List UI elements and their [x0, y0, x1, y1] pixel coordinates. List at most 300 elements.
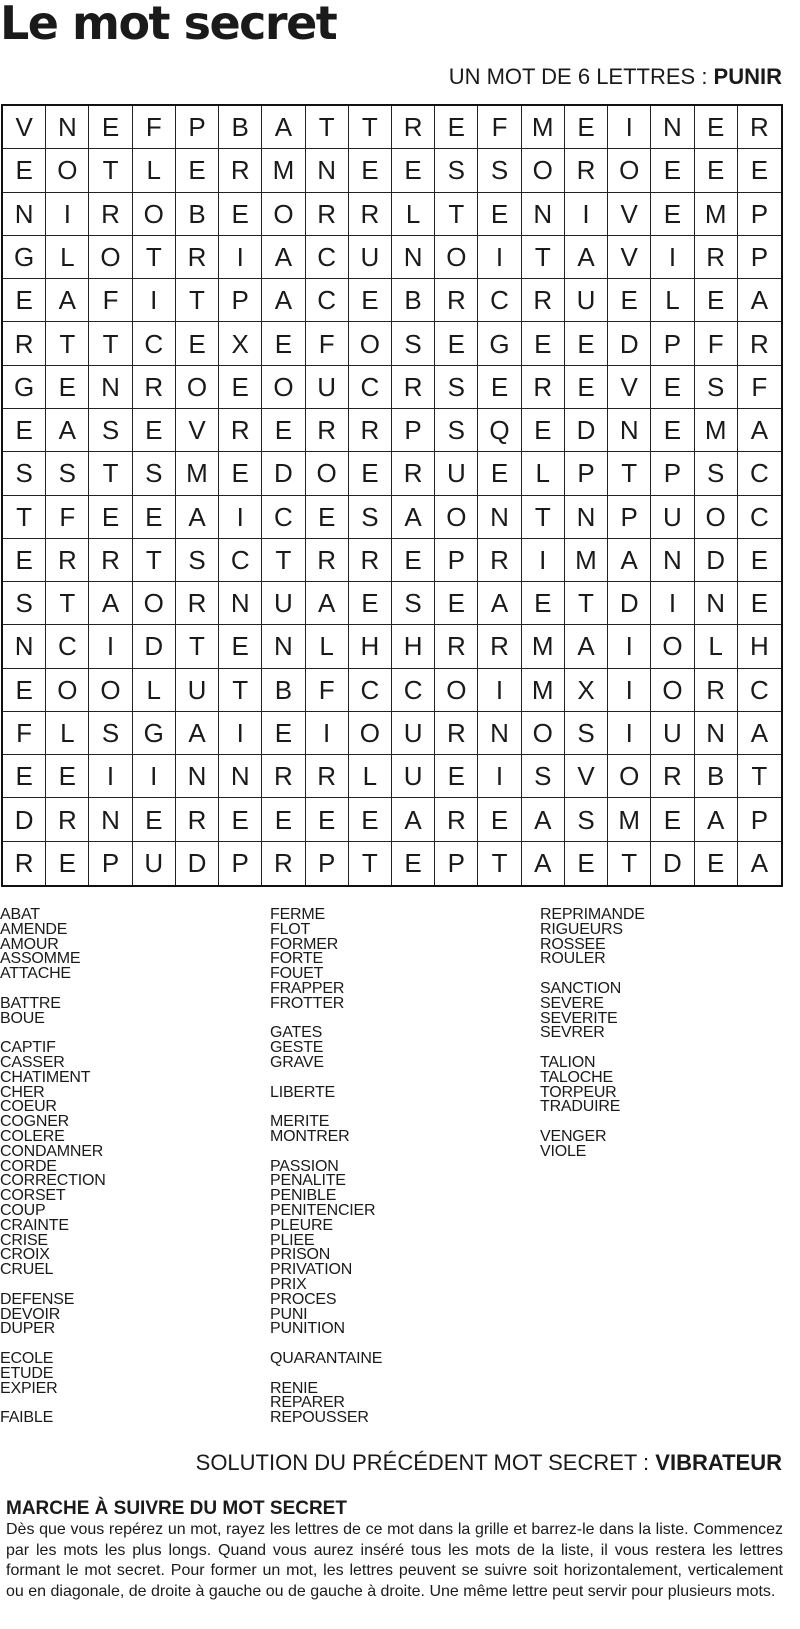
grid-cell[interactable]: M: [522, 669, 565, 712]
grid-cell[interactable]: A: [608, 539, 651, 582]
grid-cell[interactable]: F: [133, 106, 176, 149]
word-list-item[interactable]: CONDAMNER: [0, 1142, 104, 1160]
grid-cell[interactable]: S: [695, 366, 738, 409]
grid-cell[interactable]: P: [738, 798, 781, 841]
grid-cell[interactable]: A: [738, 279, 781, 322]
grid-cell[interactable]: E: [435, 322, 478, 365]
grid-cell[interactable]: F: [3, 712, 46, 755]
grid-cell[interactable]: R: [176, 582, 219, 625]
grid-cell[interactable]: S: [392, 322, 435, 365]
grid-cell[interactable]: R: [435, 712, 478, 755]
word-list-item[interactable]: ASSOMME: [0, 950, 81, 968]
grid-cell[interactable]: L: [133, 669, 176, 712]
grid-cell[interactable]: R: [695, 236, 738, 279]
grid-cell[interactable]: N: [262, 625, 305, 668]
grid-cell[interactable]: E: [522, 582, 565, 625]
word-list-item[interactable]: MONTRER: [270, 1127, 350, 1145]
grid-cell[interactable]: F: [478, 106, 521, 149]
grid-cell[interactable]: M: [522, 625, 565, 668]
grid-cell[interactable]: T: [176, 625, 219, 668]
grid-cell[interactable]: E: [219, 625, 262, 668]
grid-cell[interactable]: E: [46, 366, 89, 409]
grid-cell[interactable]: R: [651, 755, 694, 798]
grid-cell[interactable]: L: [522, 452, 565, 495]
grid-cell[interactable]: N: [651, 106, 694, 149]
grid-cell[interactable]: S: [478, 149, 521, 192]
grid-cell[interactable]: R: [89, 193, 132, 236]
grid-cell[interactable]: I: [219, 496, 262, 539]
grid-cell[interactable]: R: [89, 539, 132, 582]
grid-cell[interactable]: E: [219, 193, 262, 236]
grid-cell[interactable]: E: [651, 149, 694, 192]
grid-cell[interactable]: C: [349, 366, 392, 409]
grid-cell[interactable]: A: [262, 236, 305, 279]
grid-cell[interactable]: I: [133, 755, 176, 798]
grid-cell[interactable]: T: [46, 582, 89, 625]
grid-cell[interactable]: T: [176, 279, 219, 322]
grid-cell[interactable]: E: [651, 193, 694, 236]
grid-cell[interactable]: T: [522, 236, 565, 279]
word-list-item[interactable]: COGNER: [0, 1113, 70, 1131]
grid-cell[interactable]: E: [651, 409, 694, 452]
grid-cell[interactable]: R: [478, 539, 521, 582]
word-list-item[interactable]: TORPEUR: [540, 1083, 617, 1101]
grid-cell[interactable]: A: [478, 582, 521, 625]
grid-cell[interactable]: E: [306, 496, 349, 539]
grid-cell[interactable]: R: [3, 842, 46, 885]
grid-cell[interactable]: P: [608, 496, 651, 539]
word-list-item[interactable]: VENGER: [540, 1127, 607, 1145]
word-list-item[interactable]: CAPTIF: [0, 1039, 56, 1057]
grid-cell[interactable]: O: [133, 193, 176, 236]
grid-cell[interactable]: E: [695, 279, 738, 322]
grid-cell[interactable]: C: [738, 669, 781, 712]
word-list-item[interactable]: BOUE: [0, 1009, 45, 1027]
grid-cell[interactable]: R: [435, 798, 478, 841]
grid-cell[interactable]: E: [3, 279, 46, 322]
word-list-item[interactable]: PRIX: [270, 1275, 307, 1293]
grid-cell[interactable]: R: [392, 366, 435, 409]
word-list-item[interactable]: PENIBLE: [270, 1187, 337, 1205]
grid-cell[interactable]: A: [46, 409, 89, 452]
grid-cell[interactable]: T: [89, 452, 132, 495]
grid-cell[interactable]: E: [565, 322, 608, 365]
grid-cell[interactable]: E: [89, 106, 132, 149]
word-list-item[interactable]: FRAPPER: [270, 979, 345, 997]
grid-cell[interactable]: T: [133, 236, 176, 279]
grid-cell[interactable]: E: [392, 842, 435, 885]
grid-cell[interactable]: E: [133, 496, 176, 539]
word-list-item[interactable]: CORDE: [0, 1157, 57, 1175]
grid-cell[interactable]: O: [522, 149, 565, 192]
grid-cell[interactable]: A: [738, 712, 781, 755]
grid-cell[interactable]: T: [133, 539, 176, 582]
word-list-item[interactable]: REPOUSSER: [270, 1409, 369, 1427]
grid-cell[interactable]: E: [133, 798, 176, 841]
grid-cell[interactable]: E: [349, 798, 392, 841]
grid-cell[interactable]: E: [262, 322, 305, 365]
grid-cell[interactable]: C: [349, 669, 392, 712]
word-list-item[interactable]: QUARANTAINE: [270, 1349, 383, 1367]
grid-cell[interactable]: R: [522, 366, 565, 409]
grid-cell[interactable]: M: [176, 452, 219, 495]
grid-cell[interactable]: C: [392, 669, 435, 712]
grid-cell[interactable]: T: [478, 842, 521, 885]
grid-cell[interactable]: E: [738, 582, 781, 625]
grid-cell[interactable]: N: [522, 193, 565, 236]
grid-cell[interactable]: I: [608, 712, 651, 755]
word-list-item[interactable]: DEVOIR: [0, 1305, 61, 1323]
grid-cell[interactable]: U: [133, 842, 176, 885]
grid-cell[interactable]: F: [306, 669, 349, 712]
grid-cell[interactable]: E: [3, 539, 46, 582]
word-list-item[interactable]: GRAVE: [270, 1053, 324, 1071]
grid-cell[interactable]: H: [349, 625, 392, 668]
grid-cell[interactable]: A: [306, 582, 349, 625]
word-list-item[interactable]: CORRECTION: [0, 1172, 106, 1190]
grid-cell[interactable]: U: [262, 582, 305, 625]
grid-cell[interactable]: D: [695, 539, 738, 582]
grid-cell[interactable]: U: [392, 755, 435, 798]
word-list-item[interactable]: CRAINTE: [0, 1216, 69, 1234]
grid-cell[interactable]: R: [392, 106, 435, 149]
grid-cell[interactable]: E: [651, 366, 694, 409]
word-list-item[interactable]: CROIX: [0, 1246, 50, 1264]
grid-cell[interactable]: I: [306, 712, 349, 755]
grid-cell[interactable]: N: [478, 496, 521, 539]
word-list-item[interactable]: DUPER: [0, 1320, 56, 1338]
grid-cell[interactable]: R: [46, 539, 89, 582]
grid-cell[interactable]: V: [176, 409, 219, 452]
grid-cell[interactable]: E: [478, 452, 521, 495]
word-list-item[interactable]: COEUR: [0, 1098, 57, 1116]
grid-cell[interactable]: N: [651, 539, 694, 582]
word-list-item[interactable]: PENALITE: [270, 1172, 346, 1190]
grid-cell[interactable]: S: [435, 149, 478, 192]
grid-cell[interactable]: R: [478, 625, 521, 668]
grid-cell[interactable]: D: [608, 322, 651, 365]
grid-cell[interactable]: X: [565, 669, 608, 712]
grid-cell[interactable]: F: [89, 279, 132, 322]
grid-cell[interactable]: E: [565, 106, 608, 149]
word-list-item[interactable]: EXPIER: [0, 1379, 58, 1397]
word-list-item[interactable]: FERME: [270, 906, 326, 923]
grid-cell[interactable]: S: [3, 582, 46, 625]
word-list-item[interactable]: ROSSEE: [540, 935, 606, 953]
grid-cell[interactable]: A: [176, 496, 219, 539]
word-list-item[interactable]: PUNITION: [270, 1320, 345, 1338]
grid-cell[interactable]: A: [176, 712, 219, 755]
grid-cell[interactable]: R: [219, 149, 262, 192]
grid-cell[interactable]: O: [435, 669, 478, 712]
grid-cell[interactable]: P: [435, 842, 478, 885]
word-list-item[interactable]: ROULER: [540, 950, 606, 968]
grid-cell[interactable]: R: [738, 322, 781, 365]
grid-cell[interactable]: A: [522, 842, 565, 885]
grid-cell[interactable]: U: [349, 236, 392, 279]
word-list-item[interactable]: REPARER: [270, 1394, 345, 1412]
grid-cell[interactable]: A: [738, 409, 781, 452]
grid-cell[interactable]: S: [522, 755, 565, 798]
word-list-item[interactable]: PASSION: [270, 1157, 339, 1175]
grid-cell[interactable]: B: [219, 106, 262, 149]
grid-cell[interactable]: S: [435, 366, 478, 409]
grid-cell[interactable]: N: [565, 496, 608, 539]
grid-cell[interactable]: E: [349, 582, 392, 625]
grid-cell[interactable]: E: [435, 582, 478, 625]
grid-cell[interactable]: B: [392, 279, 435, 322]
grid-cell[interactable]: N: [89, 798, 132, 841]
grid-cell[interactable]: R: [306, 755, 349, 798]
grid-cell[interactable]: R: [133, 366, 176, 409]
grid-cell[interactable]: T: [435, 193, 478, 236]
word-list-item[interactable]: DEFENSE: [0, 1290, 75, 1308]
grid-cell[interactable]: I: [608, 625, 651, 668]
word-list-item[interactable]: ECOLE: [0, 1349, 54, 1367]
grid-cell[interactable]: E: [695, 149, 738, 192]
word-list-item[interactable]: PROCES: [270, 1290, 337, 1308]
grid-cell[interactable]: G: [133, 712, 176, 755]
grid-cell[interactable]: O: [349, 322, 392, 365]
grid-cell[interactable]: T: [349, 842, 392, 885]
grid-cell[interactable]: E: [306, 798, 349, 841]
grid-cell[interactable]: V: [565, 755, 608, 798]
grid-cell[interactable]: A: [46, 279, 89, 322]
grid-cell[interactable]: R: [435, 625, 478, 668]
grid-cell[interactable]: I: [478, 755, 521, 798]
word-list-item[interactable]: PENITENCIER: [270, 1201, 376, 1219]
grid-cell[interactable]: O: [262, 366, 305, 409]
grid-cell[interactable]: R: [349, 539, 392, 582]
word-list-item[interactable]: RENIE: [270, 1379, 318, 1397]
grid-cell[interactable]: R: [176, 236, 219, 279]
grid-cell[interactable]: F: [738, 366, 781, 409]
grid-cell[interactable]: A: [262, 279, 305, 322]
grid-cell[interactable]: P: [738, 193, 781, 236]
grid-cell[interactable]: T: [46, 322, 89, 365]
grid-cell[interactable]: I: [651, 582, 694, 625]
grid-cell[interactable]: D: [133, 625, 176, 668]
grid-cell[interactable]: S: [695, 452, 738, 495]
grid-cell[interactable]: S: [133, 452, 176, 495]
grid-cell[interactable]: G: [3, 236, 46, 279]
word-list-item[interactable]: PUNI: [270, 1305, 308, 1323]
word-list-item[interactable]: CASSER: [0, 1053, 65, 1071]
grid-cell[interactable]: D: [262, 452, 305, 495]
grid-cell[interactable]: E: [478, 193, 521, 236]
grid-cell[interactable]: I: [522, 539, 565, 582]
grid-cell[interactable]: C: [133, 322, 176, 365]
word-list-item[interactable]: ATTACHE: [0, 965, 71, 983]
grid-cell[interactable]: A: [89, 582, 132, 625]
word-list-item[interactable]: SEVERITE: [540, 1009, 618, 1027]
grid-cell[interactable]: S: [46, 452, 89, 495]
grid-cell[interactable]: E: [262, 409, 305, 452]
grid-cell[interactable]: S: [392, 582, 435, 625]
word-list-item[interactable]: BATTRE: [0, 994, 61, 1012]
grid-cell[interactable]: C: [219, 539, 262, 582]
grid-cell[interactable]: O: [46, 149, 89, 192]
word-list-item[interactable]: FROTTER: [270, 994, 345, 1012]
grid-cell[interactable]: M: [565, 539, 608, 582]
word-list-item[interactable]: AMENDE: [0, 920, 68, 938]
word-list-item[interactable]: RIGUEURS: [540, 920, 623, 938]
word-list-item[interactable]: COLERE: [0, 1127, 65, 1145]
grid-cell[interactable]: N: [306, 149, 349, 192]
word-list-item[interactable]: SEVERE: [540, 994, 604, 1012]
grid-cell[interactable]: S: [435, 409, 478, 452]
grid-cell[interactable]: V: [608, 193, 651, 236]
grid-cell[interactable]: E: [46, 755, 89, 798]
grid-cell[interactable]: N: [89, 366, 132, 409]
grid-cell[interactable]: P: [306, 842, 349, 885]
grid-cell[interactable]: R: [262, 755, 305, 798]
grid-cell[interactable]: E: [695, 842, 738, 885]
grid-cell[interactable]: R: [306, 409, 349, 452]
grid-cell[interactable]: E: [219, 798, 262, 841]
word-list-item[interactable]: ETUDE: [0, 1364, 54, 1382]
grid-cell[interactable]: M: [695, 193, 738, 236]
grid-cell[interactable]: E: [608, 279, 651, 322]
grid-cell[interactable]: T: [3, 496, 46, 539]
grid-cell[interactable]: G: [478, 322, 521, 365]
word-list-item[interactable]: GESTE: [270, 1039, 324, 1057]
grid-cell[interactable]: L: [46, 236, 89, 279]
grid-cell[interactable]: E: [3, 409, 46, 452]
grid-cell[interactable]: E: [219, 366, 262, 409]
word-list-item[interactable]: FORMER: [270, 935, 339, 953]
word-list-item[interactable]: TALOCHE: [540, 1068, 613, 1086]
word-list-item[interactable]: SEVRER: [540, 1024, 605, 1042]
grid-cell[interactable]: O: [89, 669, 132, 712]
grid-cell[interactable]: E: [478, 798, 521, 841]
grid-cell[interactable]: L: [46, 712, 89, 755]
grid-cell[interactable]: D: [565, 409, 608, 452]
grid-cell[interactable]: T: [522, 496, 565, 539]
word-list-item[interactable]: SANCTION: [540, 979, 622, 997]
word-list-item[interactable]: CRUEL: [0, 1261, 54, 1279]
grid-cell[interactable]: I: [89, 755, 132, 798]
grid-cell[interactable]: T: [262, 539, 305, 582]
grid-cell[interactable]: O: [435, 496, 478, 539]
word-list-item[interactable]: FAIBLE: [0, 1409, 54, 1427]
grid-cell[interactable]: O: [651, 625, 694, 668]
grid-cell[interactable]: P: [738, 236, 781, 279]
grid-cell[interactable]: B: [262, 669, 305, 712]
grid-cell[interactable]: G: [3, 366, 46, 409]
grid-cell[interactable]: R: [219, 409, 262, 452]
grid-cell[interactable]: E: [89, 496, 132, 539]
grid-cell[interactable]: N: [392, 236, 435, 279]
grid-cell[interactable]: P: [219, 279, 262, 322]
grid-cell[interactable]: T: [89, 322, 132, 365]
grid-cell[interactable]: A: [392, 798, 435, 841]
grid-cell[interactable]: O: [349, 712, 392, 755]
grid-cell[interactable]: E: [3, 669, 46, 712]
grid-cell[interactable]: N: [695, 582, 738, 625]
grid-cell[interactable]: S: [349, 496, 392, 539]
grid-cell[interactable]: E: [133, 409, 176, 452]
grid-cell[interactable]: R: [46, 798, 89, 841]
grid-cell[interactable]: E: [262, 712, 305, 755]
grid-cell[interactable]: E: [3, 149, 46, 192]
grid-cell[interactable]: S: [176, 539, 219, 582]
grid-cell[interactable]: R: [392, 452, 435, 495]
grid-cell[interactable]: P: [219, 842, 262, 885]
grid-cell[interactable]: A: [565, 236, 608, 279]
grid-cell[interactable]: E: [522, 409, 565, 452]
grid-cell[interactable]: O: [522, 712, 565, 755]
grid-cell[interactable]: A: [695, 798, 738, 841]
grid-cell[interactable]: E: [392, 539, 435, 582]
grid-cell[interactable]: X: [219, 322, 262, 365]
grid-cell[interactable]: C: [262, 496, 305, 539]
grid-cell[interactable]: C: [738, 496, 781, 539]
grid-cell[interactable]: N: [478, 712, 521, 755]
grid-cell[interactable]: V: [608, 236, 651, 279]
grid-cell[interactable]: R: [738, 106, 781, 149]
grid-cell[interactable]: I: [219, 712, 262, 755]
grid-cell[interactable]: T: [608, 452, 651, 495]
grid-cell[interactable]: C: [46, 625, 89, 668]
grid-cell[interactable]: T: [738, 755, 781, 798]
grid-cell[interactable]: U: [651, 496, 694, 539]
word-list-item[interactable]: CHATIMENT: [0, 1068, 91, 1086]
grid-cell[interactable]: B: [176, 193, 219, 236]
grid-cell[interactable]: A: [522, 798, 565, 841]
grid-cell[interactable]: D: [651, 842, 694, 885]
grid-cell[interactable]: E: [565, 842, 608, 885]
grid-cell[interactable]: V: [608, 366, 651, 409]
word-list-item[interactable]: GATES: [270, 1024, 323, 1042]
grid-cell[interactable]: R: [262, 842, 305, 885]
grid-cell[interactable]: D: [176, 842, 219, 885]
grid-cell[interactable]: U: [176, 669, 219, 712]
grid-cell[interactable]: I: [89, 625, 132, 668]
grid-cell[interactable]: E: [392, 149, 435, 192]
grid-cell[interactable]: R: [565, 149, 608, 192]
grid-cell[interactable]: V: [3, 106, 46, 149]
grid-cell[interactable]: E: [651, 798, 694, 841]
grid-cell[interactable]: N: [219, 755, 262, 798]
grid-cell[interactable]: E: [349, 279, 392, 322]
grid-cell[interactable]: L: [392, 193, 435, 236]
grid-cell[interactable]: I: [565, 193, 608, 236]
grid-cell[interactable]: A: [750, 848, 769, 879]
grid-cell[interactable]: E: [478, 366, 521, 409]
word-list-item[interactable]: MERITE: [270, 1113, 330, 1131]
grid-cell[interactable]: S: [3, 452, 46, 495]
grid-cell[interactable]: I: [478, 669, 521, 712]
grid-cell[interactable]: T: [219, 669, 262, 712]
grid-cell[interactable]: O: [89, 236, 132, 279]
grid-cell[interactable]: O: [435, 236, 478, 279]
word-list-item[interactable]: PLEURE: [270, 1216, 333, 1234]
grid-cell[interactable]: E: [522, 322, 565, 365]
grid-cell[interactable]: E: [262, 798, 305, 841]
grid-cell[interactable]: P: [435, 539, 478, 582]
grid-cell[interactable]: A: [392, 496, 435, 539]
grid-cell[interactable]: N: [3, 625, 46, 668]
grid-cell[interactable]: L: [306, 625, 349, 668]
grid-cell[interactable]: R: [306, 539, 349, 582]
grid-cell[interactable]: O: [306, 452, 349, 495]
grid-cell[interactable]: M: [608, 798, 651, 841]
grid-cell[interactable]: P: [89, 842, 132, 885]
grid-cell[interactable]: E: [46, 842, 89, 885]
grid-cell[interactable]: M: [695, 409, 738, 452]
grid-cell[interactable]: R: [349, 409, 392, 452]
